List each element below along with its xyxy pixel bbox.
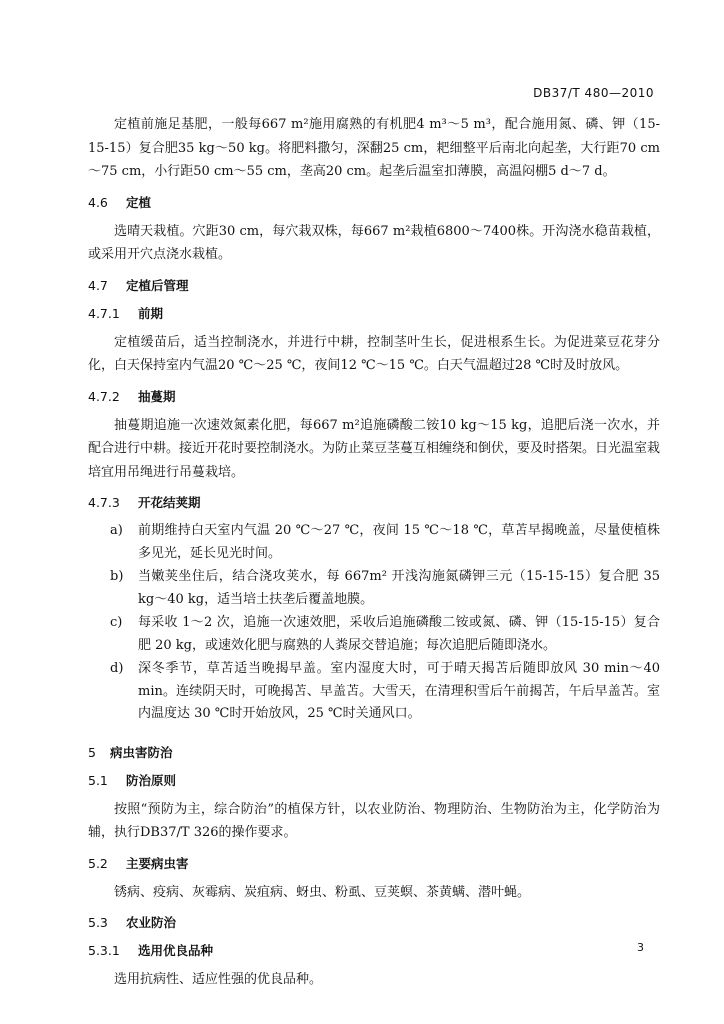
section-title: 选用优良品种 (138, 943, 214, 958)
flowering-list (110, 520, 660, 726)
section-number: 4.7.3 (88, 495, 120, 510)
section-5-2-heading (88, 855, 660, 873)
section-5-3-1-heading (88, 942, 660, 960)
section-title: 前期 (138, 305, 164, 321)
section-title: 定植 (126, 194, 152, 210)
list-item-text: 前期维持白天室内气温 20 ℃～27 ℃，夜间 15 ℃～18 ℃，草苫早揭晚盖，尽量使植株多见光，延长见光时间。 (138, 523, 660, 561)
section-5-1-heading (88, 772, 660, 790)
pests-paragraph: 锈病、疫病、灰霉病、炭疽病、蚜虫、粉虱、豆荚螟、茶黄螨、潜叶蝇。 (114, 884, 531, 900)
list-item-text: 当嫩荚坐住后，结合浇攻荚水，每 667m² 开浅沟施氮磷钾三元（15-15-15）复合肥 35 kg～40 kg，适当培土扶垄后覆盖地膜。 (138, 569, 660, 607)
section-number: 5 (88, 744, 96, 760)
list-item-text: 深冬季节，草苫适当晚揭早盖。室内湿度大时，可于晴天揭苫后随即放风 30 min～40 min。连续阴天时，可晚揭苫、早盖苫。大雪天，在清理积雪后午前揭苫，午后早盖苫。室内温度达 30 ℃时开始放风，25 ℃时关通风口。 (138, 661, 660, 721)
section-title: 定植后管理 (126, 277, 189, 293)
section-4-6-heading (88, 194, 660, 212)
section-number: 4.7 (88, 277, 108, 293)
list-item (110, 520, 660, 565)
list-item (110, 658, 660, 726)
section-number: 5.1 (88, 772, 108, 788)
vine-stage-paragraph: 抽蔓期追施一次速效氮素化肥，每667 m²追施磷酸二铵10 kg～15 kg，追肥后浇一次水，并配合进行中耕。接近开花时要控制浇水。为防止菜豆茎蔓互相缠绕和倒伏，要及时搭架。日光温室栽培宜用吊绳进行吊蔓栽培。 (88, 417, 661, 480)
section-number: 4.6 (88, 194, 108, 210)
base-fertilizer-paragraph: 定植前施足基肥，一般每667 m²施用腐熟的有机肥4 m³～5 m³，配合施用氮、磷、钾（15-15-15）复合肥35 kg～50 kg。将肥料撒匀，深翻25 cm，耙细整平后南北向起垄，大行距70 cm～75 cm，小行距50 cm～55 cm，垄高20 cm。起垄后温室扣薄膜，高温闷棚5 d～7 d。 (88, 117, 660, 179)
section-title: 开花结荚期 (138, 495, 201, 510)
section-4-7-heading (88, 277, 660, 295)
section-title: 抽蔓期 (138, 388, 176, 404)
section-4-7-2-heading (88, 388, 660, 406)
section-number: 4.7.2 (88, 388, 120, 404)
early-stage-paragraph: 定植缓苗后，适当控制浇水，并进行中耕，控制茎叶生长，促进根系生长。为促进菜豆花芽分化，白天保持室内气温20 ℃～25 ℃，夜间12 ℃～15 ℃。白天气温超过28 ℃时及时放风。 (88, 334, 660, 373)
variety-paragraph: 选用抗病性、适应性强的优良品种。 (114, 972, 323, 987)
section-number: 4.7.1 (88, 305, 120, 321)
section-title: 病虫害防治 (110, 744, 173, 760)
list-marker: c) (110, 615, 123, 630)
section-title: 主要病虫害 (126, 855, 189, 871)
section-5-heading (88, 744, 660, 762)
list-marker: a) (110, 523, 123, 538)
list-item (110, 566, 660, 611)
doc-id-header: DB37/T 480—2010 (533, 86, 654, 100)
list-item-text: 每采收 1～2 次，追施一次速效肥，采收后追施磷酸二铵或氮、磷、钾（15-15-15）复合肥 20 kg，或速效化肥与腐熟的人粪尿交替追施；每次追肥后随即浇水。 (138, 615, 660, 653)
principle-paragraph: 按照“预防为主，综合防治”的植保方针，以农业防治、物理防治、生物防治为主，化学防治为辅，执行DB37/T 326的操作要求。 (88, 801, 660, 840)
page-number: 3 (637, 941, 644, 954)
section-4-7-3-heading (88, 494, 660, 512)
section-4-7-1-heading (88, 305, 660, 323)
section-number: 5.3 (88, 915, 108, 930)
list-marker: d) (110, 661, 124, 676)
section-title: 农业防治 (126, 915, 177, 930)
list-item (110, 612, 660, 657)
list-marker: b) (110, 569, 124, 584)
section-title: 防治原则 (126, 772, 177, 788)
section-number: 5.3.1 (88, 943, 120, 958)
document-body (88, 113, 660, 992)
planting-paragraph: 选晴天栽植。穴距30 cm，每穴栽双株，每667 m²栽植6800～7400株。开沟浇水稳苗栽植，或采用开穴点浇水栽植。 (88, 223, 660, 262)
section-number: 5.2 (88, 855, 108, 871)
section-5-3-heading (88, 914, 660, 932)
